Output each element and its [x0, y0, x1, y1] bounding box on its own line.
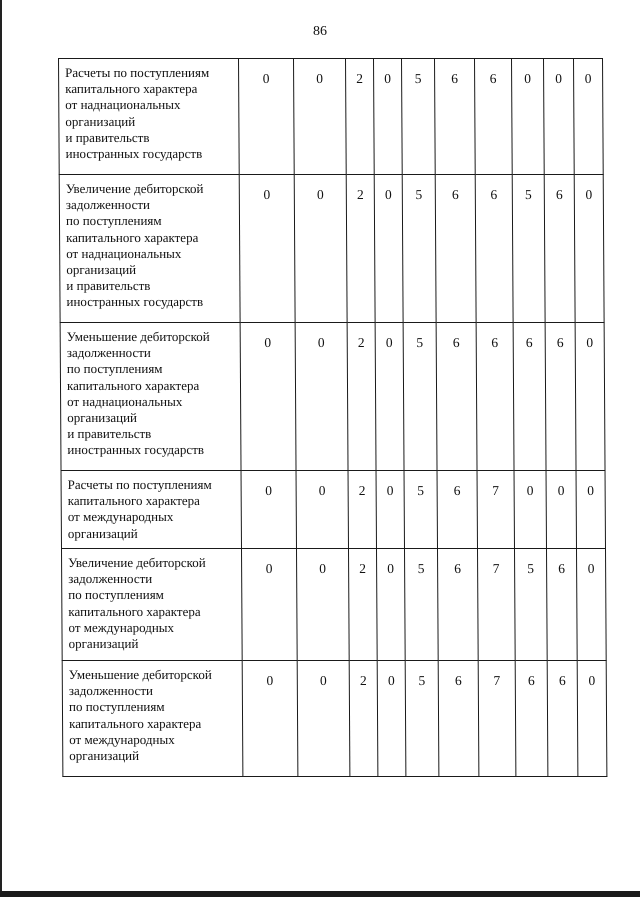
code-digit-cell: 5 — [402, 59, 436, 175]
table-row — [62, 661, 607, 777]
code-digit-cell: 0 — [576, 549, 606, 661]
code-digit-cell: 2 — [348, 549, 377, 661]
code-digit-cell: 6 — [475, 59, 513, 175]
row-label: Увеличение дебиторской задолженности по поступлениям капитального характера от наднациональных организаций и правительств иностранных государств — [59, 175, 240, 323]
code-digit-cell: 6 — [515, 661, 548, 777]
row-label: Расчеты по поступлениям капитального характера от международных организаций — [61, 471, 241, 549]
code-digit-cell: 0 — [296, 471, 348, 549]
table-row — [61, 471, 605, 549]
account-codes-table — [58, 58, 607, 777]
code-digit-cell: 6 — [545, 323, 576, 471]
code-digit-cell: 0 — [239, 59, 295, 175]
code-digit-cell: 2 — [349, 661, 378, 777]
code-digit-cell: 5 — [404, 549, 438, 661]
code-digit-cell: 0 — [546, 471, 576, 549]
code-digit-cell: 6 — [546, 549, 577, 661]
code-digit-cell: 0 — [294, 59, 347, 175]
code-digit-cell: 5 — [512, 175, 545, 323]
table-row — [59, 175, 604, 323]
table-row — [60, 323, 605, 471]
code-digit-cell: 0 — [241, 471, 296, 549]
code-digit-cell: 0 — [294, 175, 347, 323]
code-digit-cell: 0 — [376, 549, 405, 661]
code-digit-cell: 0 — [544, 59, 575, 175]
scan-border-left — [0, 0, 2, 897]
code-digit-cell: 0 — [374, 59, 403, 175]
code-digit-cell: 0 — [512, 59, 545, 175]
code-digit-cell: 7 — [477, 549, 515, 661]
code-digit-cell: 7 — [477, 471, 514, 549]
code-digit-cell: 0 — [295, 323, 348, 471]
code-digit-cell: 0 — [296, 549, 349, 661]
code-digit-cell: 6 — [437, 549, 478, 661]
code-digit-cell: 6 — [544, 175, 575, 323]
code-digit-cell: 6 — [476, 323, 514, 471]
code-digit-cell: 0 — [377, 661, 406, 777]
code-digit-cell: 2 — [346, 175, 375, 323]
code-digit-cell: 0 — [376, 471, 404, 549]
code-digit-cell: 5 — [514, 549, 547, 661]
code-digit-cell: 0 — [575, 323, 605, 471]
code-digit-cell: 6 — [437, 471, 477, 549]
code-digit-cell: 6 — [435, 175, 476, 323]
table-row — [59, 59, 604, 175]
code-digit-cell: 0 — [375, 323, 404, 471]
table-row — [61, 549, 606, 661]
code-digit-cell: 6 — [475, 175, 513, 323]
code-digit-cell: 5 — [403, 323, 437, 471]
code-digit-cell: 6 — [438, 661, 479, 777]
code-digit-cell: 0 — [514, 471, 546, 549]
code-digit-cell: 0 — [574, 59, 604, 175]
code-digit-cell: 0 — [242, 661, 298, 777]
code-digit-cell: 5 — [404, 471, 437, 549]
page-number: 86 — [313, 24, 327, 39]
scan-border-bottom — [0, 891, 640, 897]
code-digit-cell: 0 — [374, 175, 403, 323]
code-digit-cell: 0 — [576, 471, 605, 549]
code-digit-cell: 6 — [513, 323, 546, 471]
code-digit-cell: 0 — [297, 661, 350, 777]
code-digit-cell: 6 — [435, 59, 476, 175]
code-digit-cell: 6 — [436, 323, 477, 471]
row-label: Уменьшение дебиторской задолженности по поступлениям капитального характера от международных организаций — [62, 661, 243, 777]
code-digit-cell: 0 — [574, 175, 604, 323]
row-label: Уменьшение дебиторской задолженности по поступлениям капитального характера от наднациональных организаций и правительств иностранных государств — [60, 323, 241, 471]
code-digit-cell: 5 — [405, 661, 439, 777]
code-digit-cell: 2 — [347, 323, 376, 471]
code-digit-cell: 0 — [240, 323, 296, 471]
code-digit-cell: 7 — [478, 661, 516, 777]
row-label: Расчеты по поступлениям капитального характера от наднациональных организаций и правительств иностранных государств — [59, 59, 240, 175]
code-digit-cell: 2 — [348, 471, 376, 549]
row-label: Увеличение дебиторской задолженности по поступлениям капитального характера от международных организаций — [61, 549, 242, 661]
code-digit-cell: 5 — [402, 175, 436, 323]
code-digit-cell: 0 — [239, 175, 295, 323]
table-body — [59, 59, 607, 777]
code-digit-cell: 2 — [346, 59, 375, 175]
code-digit-cell: 0 — [577, 661, 607, 777]
code-digit-cell: 0 — [241, 549, 297, 661]
code-digit-cell: 6 — [547, 661, 578, 777]
classification-table — [58, 58, 606, 777]
